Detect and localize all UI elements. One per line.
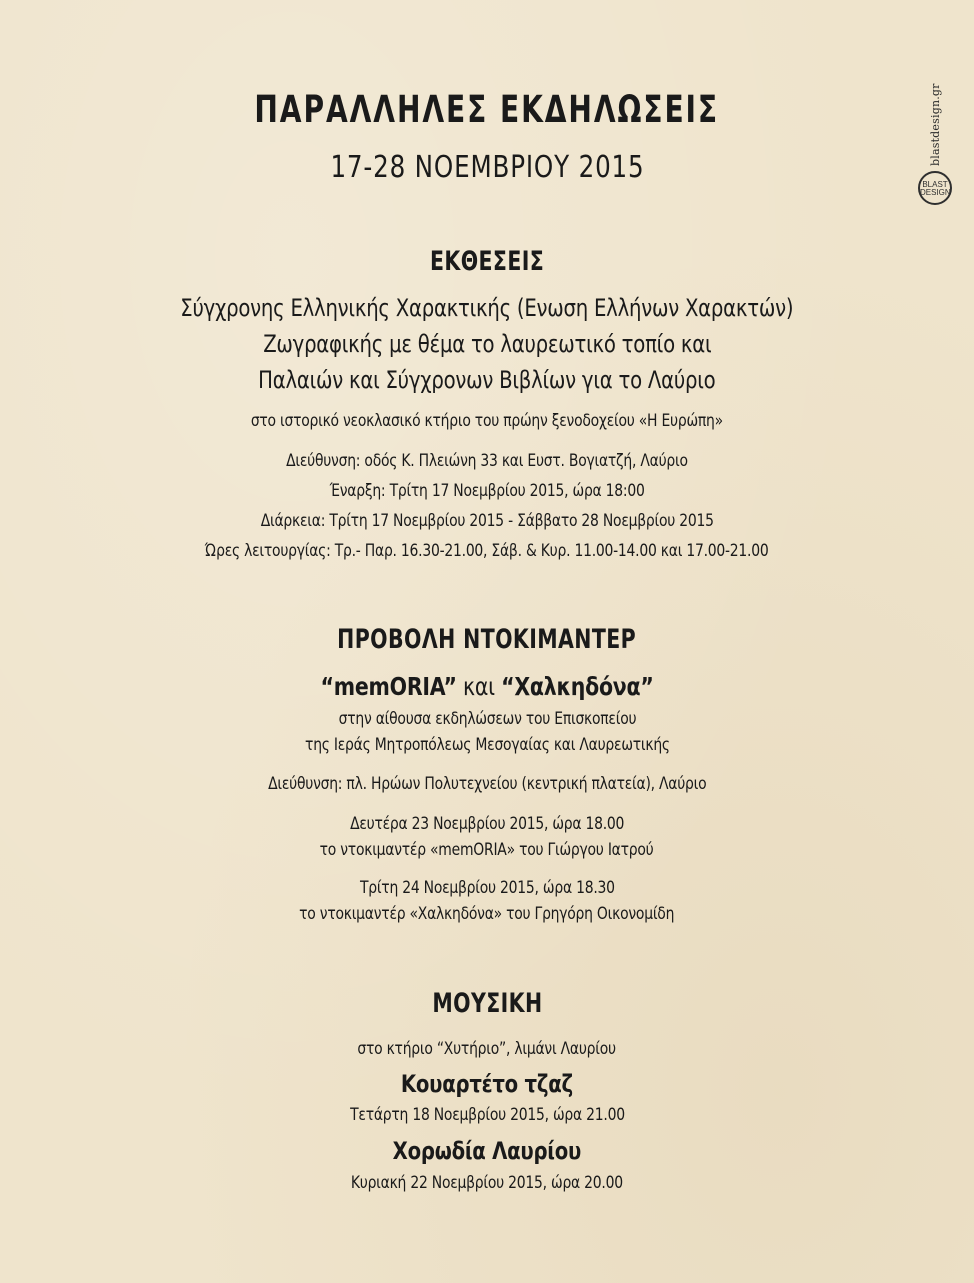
exhibitions-address: Διεύθυνση: οδός Κ. Πλειώνη 33 και Ευστ. Βογιατζή, Λαύριο [286, 451, 688, 471]
documentary-title-chalkidona: “Χαλκηδόνα” [501, 672, 654, 701]
exhibitions-duration: Διάρκεια: Τρίτη 17 Νοεμβρίου 2015 - Σάββατο 28 Νοεμβρίου 2015 [260, 511, 714, 531]
exhibitions-venue: στο ιστορικό νεοκλασικό κτήριο του πρώην ξενοδοχείου «Η Ευρώπη» [250, 411, 724, 431]
exhibitions-heading: ΕΚΘΕΣΕΙΣ [429, 246, 545, 277]
event-dates: 17-28 ΝΟΕΜΒΡΙΟΥ 2015 [329, 150, 645, 185]
music-heading: ΜΟΥΣΙΚΗ [431, 988, 543, 1019]
documentary-title-connector: και [462, 672, 495, 701]
music-event-1-date: Τετάρτη 18 Νοεμβρίου 2015, ώρα 21.00 [349, 1105, 625, 1125]
music-venue: στο κτήριο “Χυτήριο”, λιμάνι Λαυρίου [357, 1039, 617, 1059]
blast-design-badge [918, 171, 952, 205]
screening-1-film: το ντοκιμαντέρ «memORIA» του Γιώργου Ιατρού [320, 840, 654, 860]
documentaries-heading: ΠΡΟΒΟΛΗ ΝΤΟΚΙΜΑΝΤΕΡ [337, 624, 637, 655]
music-event-2-name: Χορωδία Λαυρίου [392, 1137, 582, 1165]
documentaries-venue-2: της Ιεράς Μητροπόλεως Μεσογαίας και Λαυρεωτικής [304, 735, 670, 755]
documentaries-titles [0, 672, 974, 701]
screening-2-film: το ντοκιμαντέρ «Χαλκηδόνα» του Γρηγόρη Οικονομίδη [299, 904, 675, 924]
screening-1-date: Δευτέρα 23 Νοεμβρίου 2015, ώρα 18.00 [349, 814, 625, 834]
exhibitions-line-2: Ζωγραφικής με θέμα το λαυρεωτικό τοπίο και [262, 330, 712, 358]
page-title: ΠΑΡΑΛΛΗΛΕΣ ΕΚΔΗΛΩΣΕΙΣ [254, 88, 720, 131]
exhibitions-line-1: Σύγχρονης Ελληνικής Χαρακτικής (Ενωση Ελλήνων Χαρακτών) [180, 294, 794, 322]
exhibitions-line-3: Παλαιών και Σύγχρονων Βιβλίων για το Λαύριο [258, 366, 716, 394]
badge-line-1: BLAST [922, 180, 948, 189]
exhibitions-hours: Ώρες λειτουργίας: Τρ.- Παρ. 16.30-21.00, Σάβ. & Κυρ. 11.00-14.00 και 17.00-21.00 [205, 541, 769, 561]
exhibitions-opening: Έναρξη: Τρίτη 17 Νοεμβρίου 2015, ώρα 18:00 [329, 481, 645, 501]
music-event-1-name: Κουαρτέτο τζαζ [400, 1070, 573, 1098]
documentaries-venue-1: στην αίθουσα εκδηλώσεων του Επισκοπείου [338, 709, 636, 729]
logo-site-text: blastdesign.gr [929, 83, 942, 166]
badge-line-2: DESIGN [920, 188, 951, 197]
documentary-title-memoria: “memORIA” [320, 672, 457, 701]
screening-2-date: Τρίτη 24 Νοεμβρίου 2015, ώρα 18.30 [359, 878, 615, 898]
documentaries-address: Διεύθυνση: πλ. Ηρώων Πολυτεχνείου (κεντρική πλατεία), Λαύριο [267, 774, 707, 794]
music-event-2-date: Κυριακή 22 Νοεμβρίου 2015, ώρα 20.00 [350, 1173, 623, 1193]
